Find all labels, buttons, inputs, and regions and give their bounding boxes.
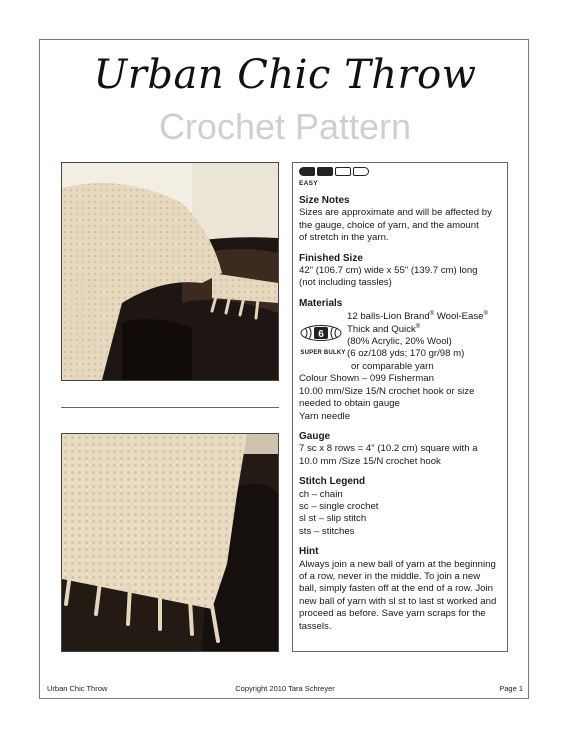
finished-size-heading: Finished Size [299, 252, 363, 264]
pattern-subtitle: Crochet Pattern [158, 106, 412, 147]
size-notes-heading: Size Notes [299, 195, 350, 206]
pattern-info-box [292, 162, 508, 652]
gauge-line: 10.0 mm /Size 15/N crochet hook [299, 455, 441, 467]
footer-copyright: Copyright 2010 Tara Schreyer [235, 684, 335, 693]
hint-line: new ball of yarn with sl st to last st worked and [299, 595, 497, 607]
skill-level-bars [299, 167, 501, 176]
registered-mark: ® [429, 311, 435, 318]
yarn-product-text: Wool-Ease [434, 311, 484, 323]
materials-line: 10.00 mm/Size 15/N crochet hook or size [299, 385, 475, 397]
materials-heading: Materials [299, 297, 343, 309]
skill-level-indicator [299, 167, 501, 189]
materials-line: Colour Shown – 099 Fisherman [299, 373, 434, 385]
hint-line: of a row, never in the middle. To join a new [299, 570, 481, 582]
yarn-line-product [347, 324, 501, 336]
gauge-line: 7 sc x 8 rows = 4" (10.2 cm) square with a [299, 443, 478, 455]
stitch-legend-heading: Stitch Legend [299, 476, 366, 488]
hint-line: Always join a new ball of yarn at the beginning [299, 558, 496, 570]
finished-size-line: 42" (106.7 cm) wide x 55" (139.7 cm) long [299, 265, 478, 277]
materials-line: needed to obtain gauge [299, 398, 400, 410]
skill-bar-3 [335, 167, 351, 176]
stitch-legend-line: sc – single crochet [299, 500, 379, 512]
footer-page-number: Page 1 [499, 684, 523, 693]
gauge-heading: Gauge [299, 430, 331, 442]
size-notes-line: the gauge, choice of yarn, and the amount [299, 219, 479, 231]
yarn-weight-logo [299, 311, 347, 373]
materials-yarn-row [299, 311, 501, 373]
yarn-brand-text: 12 balls-Lion Brand [347, 311, 430, 323]
registered-mark: ® [415, 323, 421, 330]
photo-divider [61, 407, 279, 408]
pattern-title: Urban Chic Throw [93, 52, 477, 98]
yarn-product-text: Thick and Quick [347, 323, 416, 335]
finished-size-line: (not including tassles) [299, 277, 392, 289]
skill-bar-1 [299, 167, 315, 176]
yarn-weight-number: 6 [318, 329, 324, 341]
hint-heading: Hint [299, 546, 319, 558]
skill-bar-2 [317, 167, 333, 176]
yarn-line-weight: (6 oz/108 yds; 170 gr/98 m) [347, 348, 465, 360]
materials-line: Yarn needle [299, 410, 351, 422]
footer-title: Urban Chic Throw [47, 684, 108, 693]
stitch-legend-line: sts – stitches [299, 525, 355, 537]
stitch-legend-line: ch – chain [299, 488, 343, 500]
size-notes-line: of stretch in the yarn. [299, 232, 389, 244]
yarn-line-content: (80% Acrylic, 20% Wool) [347, 336, 452, 348]
stitch-legend-line: sl st – slip stitch [299, 513, 367, 525]
skill-level-label: EASY [299, 180, 318, 187]
yarn-line-brand [347, 311, 501, 323]
skill-bar-4 [353, 167, 369, 176]
yarn-skein-icon [299, 325, 343, 341]
hint-line: proceed as before. Save yarn scraps for the [299, 608, 486, 620]
photo-tassel-closeup [61, 433, 279, 652]
hint-line: tassels. [299, 620, 332, 632]
yarn-details [347, 311, 501, 373]
registered-mark: ® [483, 311, 488, 318]
yarn-line-alternative: or comparable yarn [351, 360, 434, 372]
yarn-weight-label: SUPER BULKY [300, 349, 346, 356]
hint-line: ball, simply fasten off at the end of a row. Join [299, 583, 493, 595]
photo-throw-on-chair [61, 162, 279, 381]
size-notes-line: Sizes are approximate and will be affected by [299, 207, 492, 219]
